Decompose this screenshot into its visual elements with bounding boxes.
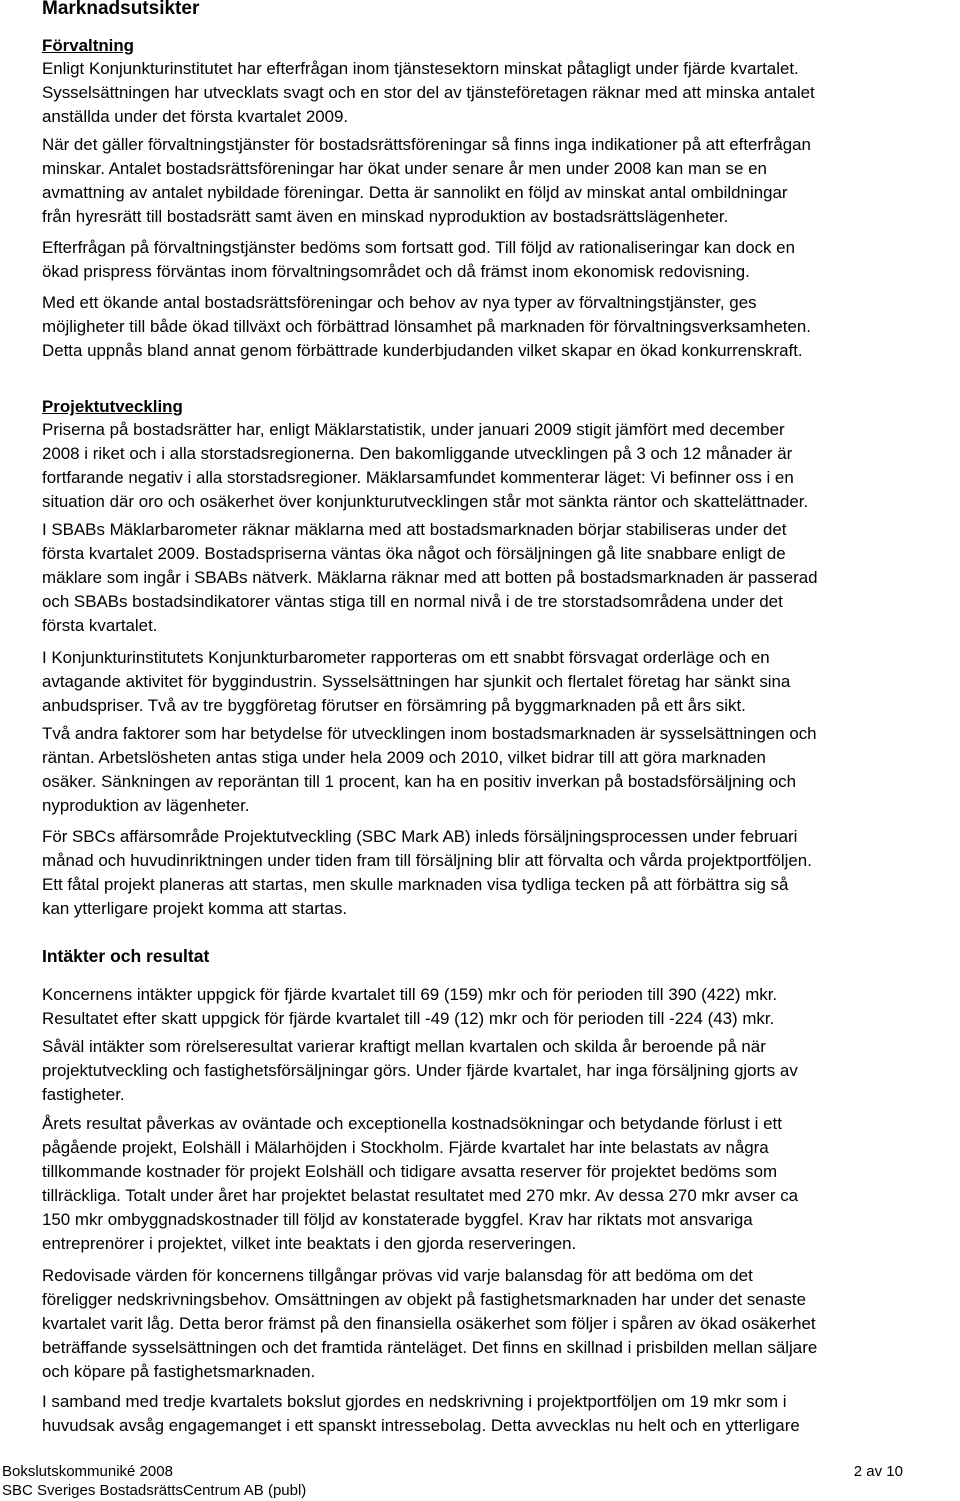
- text-line: Ett fåtal projekt planeras att startas, men skulle marknaden visa tydliga tecken på att förbättra sig så: [42, 875, 789, 894]
- text-line: från hyresrätt till bostadsrätt samt även en minskad nyproduktion av bostadsrättslägenheter.: [42, 207, 729, 226]
- paragraph: [42, 722, 947, 818]
- text-line: anställda under det första kvartalet 2009.: [42, 107, 349, 126]
- text-line: I Konjunkturinstitutets Konjunkturbarometer rapporteras om ett snabbt försvagat orderläge och en: [42, 648, 770, 667]
- text-line: första kvartalet 2009. Bostadspriserna väntas öka något och försäljningen gå lite snabbare enligt de: [42, 544, 786, 563]
- subheading-forvaltning: Förvaltning: [42, 36, 134, 55]
- text-line: tillkommande kostnader för projekt Eolshäll och tidigare avsatta reserver för projektet bedöms som: [42, 1162, 778, 1181]
- paragraph: [42, 983, 947, 1031]
- paragraph: [42, 57, 947, 129]
- page-title: Marknadsutsikter: [42, 0, 200, 19]
- text-line: första kvartalet.: [42, 616, 158, 635]
- text-line: avtagande aktivitet för byggindustrin. Sysselsättningen har sjunkit och flertalet företag har sänkt sina: [42, 672, 791, 691]
- text-line: 2008 i riket och i alla storstadsregionerna. Den bakomliggande utvecklingen på 3 och 12 månader är: [42, 444, 793, 463]
- paragraph: [42, 1264, 947, 1384]
- text-line: Koncernens intäkter uppgick för fjärde kvartalet till 69 (159) mkr och för perioden till 390 (422) mkr.: [42, 985, 778, 1004]
- text-line: Resultatet efter skatt uppgick för fjärde kvartalet till -49 (12) mkr och för perioden till -224 (43) mkr.: [42, 1009, 775, 1028]
- paragraph: [42, 418, 947, 514]
- paragraph: [42, 133, 947, 229]
- text-line: beträffande sysselsättningen och det framtida ränteläget. Det finns en skillnad i prisbilden mellan säljare: [42, 1338, 818, 1357]
- text-line: Detta uppnås bland annat genom förbättrade kunderbjudanden vilket skapar en ökad konkurrenskraft.: [42, 341, 803, 360]
- text-line: tillräckliga. Totalt under året har projektet belastat resultatet med 270 mkr. Av dessa 270 mkr avser ca: [42, 1186, 799, 1205]
- section-heading-intakter: Intäkter och resultat: [42, 946, 210, 966]
- text-line: fortfarande negativ i alla storstadsregioner. Mäklarsamfundet kommenterar läget: Vi befinner oss i en: [42, 468, 794, 487]
- text-line: pågående projekt, Eolshäll i Mälarhöjden i Stockholm. Fjärde kvartalet har inte belastats av några: [42, 1138, 769, 1157]
- text-line: Efterfrågan på förvaltningstjänster bedöms som fortsatt god. Till följd av rationaliseringar kan dock en: [42, 238, 795, 257]
- text-line: För SBCs affärsområde Projektutveckling (SBC Mark AB) inleds försäljningsprocessen under februari: [42, 827, 798, 846]
- text-line: När det gäller förvaltningstjänster för bostadsrättsföreningar så finns inga indikationer på att efterfrågan: [42, 135, 811, 154]
- text-line: Med ett ökande antal bostadsrättsföreningar och behov av nya typer av förvaltningstjänster, ges: [42, 293, 757, 312]
- paragraph: [42, 236, 947, 284]
- text-line: föreligger nedskrivningsbehov. Omsättningen av objekt på fastighetsmarknaden har under det senaste: [42, 1290, 806, 1309]
- text-line: ökad prispress förväntas inom förvaltningsområdet och då främst inom ekonomisk redovisning.: [42, 262, 750, 281]
- text-line: möjligheter till både ökad tillväxt och förbättrad lönsamhet på marknaden för förvaltningsverksamheten.: [42, 317, 811, 336]
- footer-page-number: 2 av 10: [853, 1463, 903, 1480]
- text-line: kvartalet varit låg. Detta beror främst på den finansiella osäkerhet som följer i spåren av ökad osäkerhet: [42, 1314, 816, 1333]
- paragraph: [42, 1112, 947, 1256]
- text-line: fastigheter.: [42, 1085, 125, 1104]
- text-line: 150 mkr ombyggnadskostnader till följd av konstaterade byggfel. Krav har riktats mot ansvariga: [42, 1210, 753, 1229]
- text-line: I SBABs Mäklarbarometer räknar mäklarna med att bostadsmarknaden börjar stabiliseras under det: [42, 520, 787, 539]
- text-line: minskar. Antalet bostadsrättsföreningar har ökat under senare år men under 2008 kan man se en: [42, 159, 767, 178]
- paragraph: [42, 1035, 947, 1107]
- paragraph: [42, 825, 947, 921]
- text-line: nyproduktion av lägenheter.: [42, 796, 250, 815]
- paragraph: [42, 291, 947, 363]
- text-line: osäker. Sänkningen av reporäntan till 1 procent, kan ha en positiv inverkan på bostadsförsäljning och: [42, 772, 796, 791]
- text-line: och SBABs bostadsindikatorer väntas stiga till en normal nivå i de tre storstadsområdena under det: [42, 592, 783, 611]
- text-line: Årets resultat påverkas av oväntade och exceptionella kostnadsökningar och betydande förlust i ett: [42, 1114, 782, 1133]
- text-line: Priserna på bostadsrätter har, enligt Mäklarstatistik, under januari 2009 stigit jämfört med december: [42, 420, 785, 439]
- text-line: mäklare som ingår i SBABs nätverk. Mäklarna räknar med att botten på bostadsmarknaden är passerad: [42, 568, 818, 587]
- text-line: projektutveckling och fastighetsförsäljningar görs. Under fjärde kvartalet, har inga försäljning gjorts av: [42, 1061, 798, 1080]
- text-line: huvudsak avsåg engagemanget i ett spanskt intressebolag. Detta avvecklas nu helt och en ytterligare: [42, 1416, 800, 1435]
- text-line: I samband med tredje kvartalets bokslut gjordes en nedskrivning i projektportföljen om 19 mkr som i: [42, 1392, 787, 1411]
- footer-document-name: Bokslutskommuniké 2008: [2, 1463, 173, 1480]
- text-line: Två andra faktorer som har betydelse för utvecklingen inom bostadsmarknaden är sysselsättningen och: [42, 724, 817, 743]
- subheading-projektutveckling: Projektutveckling: [42, 397, 183, 416]
- footer-company-name: SBC Sveriges BostadsrättsCentrum AB (publ): [2, 1482, 307, 1499]
- text-line: anbudspriser. Två av tre byggföretag förutser en försämring på byggmarknaden på ett års sikt.: [42, 696, 746, 715]
- text-line: Enligt Konjunkturinstitutet har efterfrågan inom tjänstesektorn minskat påtagligt under fjärde kvartalet.: [42, 59, 799, 78]
- text-line: och köpare på fastighetsmarknaden.: [42, 1362, 316, 1381]
- text-line: kan ytterligare projekt komma att startas.: [42, 899, 348, 918]
- text-line: månad och huvudinriktningen under tiden fram till försäljning blir att förvalta och vårda projektportföljen.: [42, 851, 812, 870]
- paragraph: [42, 646, 947, 718]
- text-line: räntan. Arbetslösheten antas stiga under hela 2009 och 2010, vilket bidrar till att göra marknaden: [42, 748, 766, 767]
- paragraph: [42, 1390, 947, 1438]
- text-line: situation där oro och osäkerhet över konjunkturutvecklingen står mot sänkta räntor och skattelättnader.: [42, 492, 809, 511]
- text-line: avmattning av antalet nybildade föreningar. Detta är sannolikt en följd av minskat antal ombildningar: [42, 183, 788, 202]
- paragraph: [42, 518, 947, 638]
- text-line: Såväl intäkter som rörelseresultat varierar kraftigt mellan kvartalen och skilda år beroende på när: [42, 1037, 766, 1056]
- text-line: Redovisade värden för koncernens tillgångar prövas vid varje balansdag för att bedöma om det: [42, 1266, 753, 1285]
- text-line: entreprenörer i projektet, vilket inte beaktats i den gjorda reserveringen.: [42, 1234, 577, 1253]
- text-line: Sysselsättningen har utvecklats svagt och en stor del av tjänsteföretagen räknar med att minska antalet: [42, 83, 815, 102]
